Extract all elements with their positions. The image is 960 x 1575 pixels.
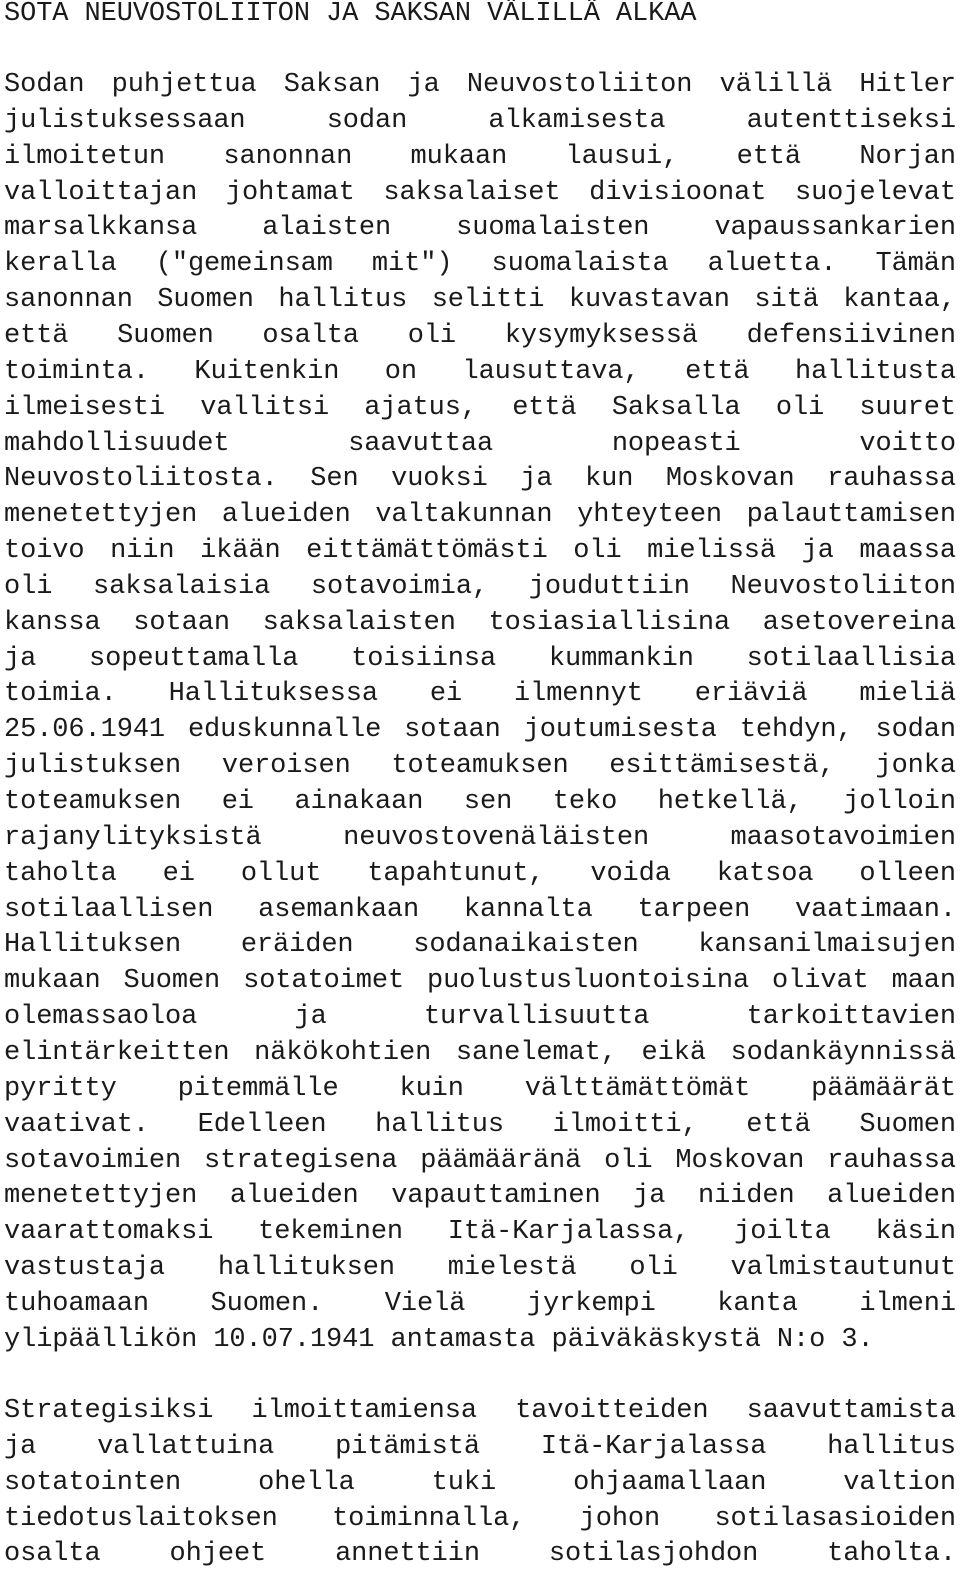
document-title: SOTA NEUVOSTOLIITON JA SAKSAN VÄLILLÄ ALKAA [4, 0, 697, 29]
paragraph-1-line: 25.06.1941 eduskunnalle sotaan joutumisesta tehdyn, sodan [4, 715, 956, 746]
paragraph-1-line: olemassaoloa ja turvallisuutta tarkoittavien [4, 1002, 956, 1033]
paragraph-1-line: elintärkeitten näkökohtien sanelemat, eikä sodankäynnissä [4, 1037, 956, 1068]
paragraph-1-line: marsalkkansa alaisten suomalaisten vapaussankarien [4, 213, 956, 244]
paragraph-1-line: keralla ("gemeinsam mit") suomalaista aluetta. Tämän [4, 249, 956, 280]
paragraph-1-line: Sodan puhjettua Saksan ja Neuvostoliiton välillä Hitler [4, 70, 956, 100]
paragraph-1-line: sanonnan Suomen hallitus selitti kuvastavan sitä kantaa, [4, 285, 956, 316]
paragraph-1-line: että Suomen osalta oli kysymyksessä defensiivinen [4, 320, 956, 351]
paragraph-1-line: ilmoitetun sanonnan mukaan lausui, että Norjan [4, 141, 956, 172]
paragraph-1-line: Neuvostoliitosta. Sen vuoksi ja kun Moskovan rauhassa [4, 464, 956, 495]
paragraph-1-line: toivo niin ikään eittämättömästi oli mielissä ja maassa [4, 536, 956, 567]
paragraph-1-line: mahdollisuudet saavuttaa nopeasti voitto [4, 428, 956, 459]
paragraph-2-line: Strategisiksi ilmoittamiensa tavoitteiden saavuttamista [4, 1396, 956, 1426]
paragraph-1-line: menetettyjen alueiden valtakunnan yhteyteen palauttamisen [4, 500, 956, 531]
paragraph-1-line: ilmeisesti vallitsi ajatus, että Saksalla oli suuret [4, 392, 956, 423]
paragraph-1-line: tuhoamaan Suomen. Vielä jyrkempi kanta ilmeni [4, 1288, 956, 1319]
paragraph-1-line: Hallituksen eräiden sodanaikaisten kansanilmaisujen [4, 930, 956, 961]
paragraph-1-line: menetettyjen alueiden vapauttaminen ja niiden alueiden [4, 1181, 956, 1212]
paragraph-2-line: tiedotuslaitoksen toiminnalla, johon sotilasasioiden [4, 1503, 956, 1534]
paragraph-1-line: sotilaallisen asemankaan kannalta tarpeen vaatimaan. [4, 894, 956, 925]
paragraph-1-line: toimia. Hallituksessa ei ilmennyt eriäviä mieliä [4, 679, 956, 710]
paragraph-1-line: julistuksen veroisen toteamuksen esittämisestä, jonka [4, 751, 956, 782]
paragraph-2-line: osalta ohjeet annettiin sotilasjohdon taholta. [4, 1539, 956, 1570]
paragraph-1-line: toiminta. Kuitenkin on lausuttava, että hallitusta [4, 356, 956, 387]
paragraph-1-line: sotavoimien strategisena päämääränä oli Moskovan rauhassa [4, 1145, 956, 1176]
paragraph-1-line: vaativat. Edelleen hallitus ilmoitti, että Suomen [4, 1109, 956, 1140]
paragraph-1-line: ja sopeuttamalla toisiinsa kummankin sotilaallisia [4, 643, 956, 674]
paragraph-1-line: vaarattomaksi tekeminen Itä-Karjalassa, joilta käsin [4, 1217, 956, 1248]
paragraph-2-line: ja vallattuina pitämistä Itä-Karjalassa hallitus [4, 1431, 956, 1462]
paragraph-1-line: julistuksessaan sodan alkamisesta autenttiseksi [4, 105, 956, 136]
paragraph-1-line: vastustaja hallituksen mielestä oli valmistautunut [4, 1253, 956, 1284]
paragraph-1-line: valloittajan johtamat saksalaiset divisioonat suojelevat [4, 177, 956, 208]
paragraph-1-line: toteamuksen ei ainakaan sen teko hetkellä, jolloin [4, 787, 956, 817]
paragraph-1-line: mukaan Suomen sotatoimet puolustusluontoisina olivat maan [4, 966, 956, 997]
paragraph-1-line: ylipäällikön 10.07.1941 antamasta päiväkäskystä N:o 3. [4, 1324, 874, 1355]
paragraph-1-line: kanssa sotaan saksalaisten tosiasiallisina asetovereina [4, 607, 956, 638]
paragraph-1-line: pyritty pitemmälle kuin välttämättömät päämäärät [4, 1073, 956, 1104]
paragraph-1-line: oli saksalaisia sotavoimia, jouduttiin Neuvostoliiton [4, 571, 956, 602]
paragraph-1-line: rajanylityksistä neuvostovenäläisten maasotavoimien [4, 822, 956, 853]
paragraph-1-line: taholta ei ollut tapahtunut, voida katsoa olleen [4, 858, 956, 889]
paragraph-2-line: sotatointen ohella tuki ohjaamallaan valtion [4, 1467, 956, 1498]
